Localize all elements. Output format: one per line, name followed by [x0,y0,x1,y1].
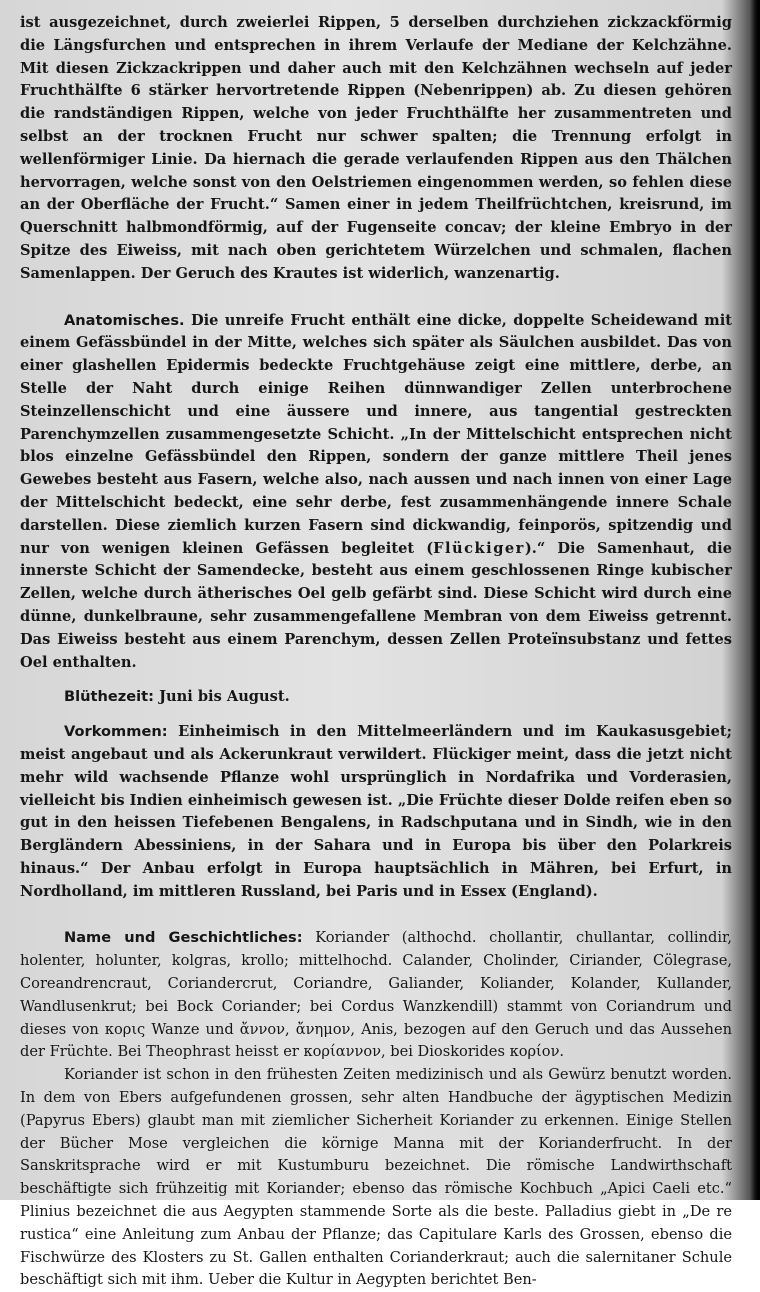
anatomisches-text-a: Die unreife Frucht enthält eine dicke, doppelte Scheidewand mit einem Gefässbündel in der Mitte, welches sich später als Säulchen ausbildet. Das von einer glashellen Epidermis bedeckte Fruchtgehäuse zeigt eine mittlere, derbe, an Stelle der Naht durch einige Reihen dünnwandiger Zellen unterbrochene Steinzellenschicht und eine äussere und innere, aus tangential gestreckten Parenchymzellen zusammengesetzte Schicht. „In der Mittelschicht entsprechen nicht blos einzelne Gefässbündel den Rippen, sondern der ganze mittlere Theil jenes Gewebes besteht aus Fasern, welche also, nach aussen und nach innen von einer Lage der Mittelschicht bedeckt, eine sehr derbe, fest zusammenhängende innere Schale darstellen. Diese ziemlich kurzen Fasern sind dickwandig, feinporös, spitzendig und nur von wenigen kleinen Gefässen begleitet ( [20,311,732,557]
vorkommen-text: Einheimisch in den Mittelmeerländern und im Kaukasusgebiet; meist angebaut und als Ackerunkraut verwildert. Flückiger meint, dass die jetzt nicht mehr wild wachsende Pflanze wohl ursprünglich in Nordafrika und Vorderasien, vielleicht bis Indien einheimisch gewesen ist. „Die Früchte dieser Dolde reifen eben so gut in den heissen Tiefebenen Bengalens, in Radschputana und in Sindh, wie in den Bergländern Abessiniens, in der Sahara und in Europa bis über den Polarkreis hinaus.“ Der Anbau erfolgt in Europa hauptsächlich in Mähren, bei Erfurt, in Nordholland, im mittleren Russland, bei Paris und in Essex (England). [20,723,732,900]
paragraph-name-geschichtliches [20,927,732,1064]
heading-bluethezeit: Blüthezeit: [64,688,154,706]
heading-vorkommen: Vorkommen: [64,723,168,741]
paragraph-anatomisches [20,310,732,675]
anatomisches-text-b: ).“ Die Samenhaut, die innerste Schicht der Samendecke, besteht aus einem geschlossenen Ringe kubischer Zellen, welche durch ätherisches Oel gelb gefärbt sind. Diese Schicht wird durch eine dünne, dunkelbraune, sehr zusammengefallene Membran von dem Eiweiss getrennt. Das Eiweiss besteht aus einem Parenchym, dessen Zellen Proteïnsubstanz und fettes Oel enthalten. [20,539,732,671]
paragraph-bluethezeit [20,686,732,709]
page-text-block [20,12,732,1292]
paragraph-vorkommen [20,721,732,903]
paragraph-fruit-description: ist ausgezeichnet, durch zweierlei Rippen, 5 derselben durchziehen zickzackförmig die Längsfurchen und entsprechen in ihrem Verlaufe der Mediane der Kelchzähne. Mit diesen Zickzackrippen und daher auch mit den Kelchzähnen wechseln auf jeder Fruchthälfte 6 stärker hervortretende Rippen (Nebenrippen) ab. Zu diesen gehören die randständigen Rippen, welche von jeder Fruchthälfte her zusammentreten und selbst an der trocknen Frucht nur schwer spalten; die Trennung erfolgt in wellenförmiger Linie. Da hiernach die gerade verlaufenden Rippen aus den Thälchen hervorragen, welche sonst von den Oelstriemen eingenommen werden, so fehlen diese an der Oberfläche der Frucht.“ Samen einer in jedem Theilfrüchtchen, kreisrund, im Querschnitt halbmondförmig, auf der Fugenseite concav; der kleine Embryo in der Spitze des Eiweiss, mit nach oben gerichtetem Würzelchen und schmalen, flachen Samenlappen. Der Geruch des Krautes ist widerlich, wanzenartig. [20,14,732,282]
anatomisches-author: Flückiger [433,539,525,557]
name-geschichtliches-text: Koriander (althochd. chollantir, chullantar, collindir, holenter, holunter, kolgras, krollo; mittelhochd. Calander, Cholinder, Ciriander, Cölegrase, Coreandrencraut, Coriandercrut, Coriandre, Galiander, Koliander, Kolander, Kullander, Wandlusenkrut; bei Bock Coriander; bei Cordus Wanzkendill) stammt von Coriandrum und dieses von κορις Wanze und ἄννον, ἄνημον, Anis, bezogen auf den Geruch und das Aussehen der Früchte. Bei Theophrast heisst er κορίαννον, bei Dioskorides κορίον. [20,929,733,1061]
paragraph-koriander-history: Koriander ist schon in den frühesten Zeiten medizinisch und als Gewürz benutzt worden. In dem von Ebers aufgefundenen grossen, sehr alten Handbuche der ägyptischen Medizin (Papyrus Ebers) glaubt man mit ziemlicher Sicherheit Koriander zu erkennen. Einige Stellen der Bücher Mose vergleichen die körnige Manna mit der Korianderfrucht. In der Sanskritsprache wird er mit Kustumburu bezeichnet. Die römische Landwirthschaft beschäftigte sich frühzeitig mit Koriander; ebenso das römische Kochbuch „Apici Caeli etc.“ Plinius bezeichnet die aus Aegypten stammende Sorte als die beste. Palladius giebt in „De re rustica“ eine Anleitung zum Anbau der Pflanze; das Capitulare Karls des Grossen, ebenso die Fischwürze des Klosters zu St. Gallen enthalten Corianderkraut; auch die salernitaner Schule beschäftigt sich mit ihm. Ueber die Kultur in Aegypten berichtet Ben- [20,1066,732,1289]
heading-anatomisches: Anatomisches. [64,311,185,329]
page-edge-shadow [750,0,760,1200]
heading-name-geschichtliches: Name und Geschichtliches: [64,929,303,947]
bluethezeit-text: Juni bis August. [154,688,290,706]
